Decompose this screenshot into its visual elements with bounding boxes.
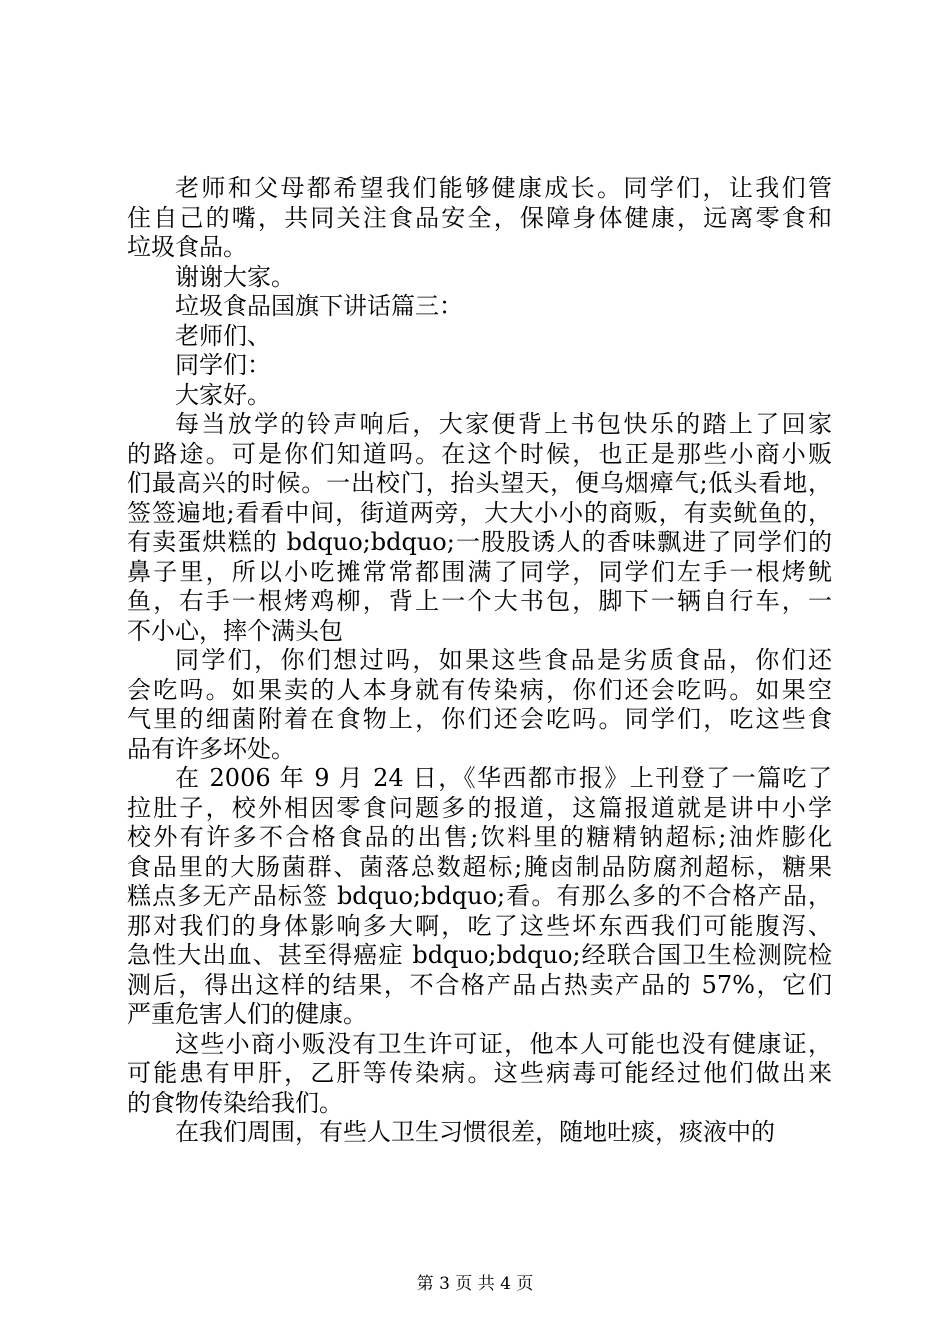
text-line: 鱼，右手一根烤鸡柳，背上一个大书包，脚下一辆自行车，一 (127, 587, 832, 615)
text-line: 拉肚子，校外相因零食问题多的报道，这篇报道就是讲中小学 (127, 793, 832, 822)
paragraph (127, 174, 832, 263)
text-line: 校外有许多不合格食品的出售;饮料里的糖精钠超标;油炸膨化 (127, 823, 832, 851)
paragraph (127, 764, 832, 1030)
paragraph (127, 351, 832, 381)
text-line: 可能患有甲肝，乙肝等传染病。这些病毒可能经过他们做出来 (127, 1059, 832, 1087)
paragraph (127, 292, 832, 322)
text-line: 垃圾食品国旗下讲话篇三： (175, 292, 463, 320)
text-line: 那对我们的身体影响多大啊，吃了这些坏东西我们可能腹泻、 (127, 911, 832, 940)
text-line: 品有许多坏处。 (127, 734, 295, 763)
text-line: 住自己的嘴，共同关注食品安全，保障身体健康，远离零食和 (127, 203, 832, 232)
text-line: 严重危害人们的健康。 (127, 1000, 367, 1028)
text-line: 的路途。可是你们知道吗。在这个时候，也正是那些小商小贩 (127, 439, 832, 468)
text-line: 在 2006 年 9 月 24 日，《华西都市报》上刊登了一篇吃了 (175, 764, 832, 792)
text-line: 急性大出血、甚至得癌症 bdquo;bdquo;经联合国卫生检测院检 (127, 941, 832, 969)
text-line: 气里的细菌附着在食物上，你们还会吃吗。同学们，吃这些食 (127, 705, 832, 733)
paragraph (127, 263, 832, 293)
text-line: 会吃吗。如果卖的人本身就有传染病，你们还会吃吗。如果空 (127, 675, 832, 704)
text-line: 的食物传染给我们。 (127, 1088, 343, 1117)
page-footer: 第 3 页 共 4 页 (416, 1274, 534, 1294)
paragraph (127, 322, 832, 352)
paragraph (127, 381, 832, 411)
text-line: 糕点多无产品标签 bdquo;bdquo;看。有那么多的不合格产品， (127, 882, 832, 910)
text-line: 谢谢大家。 (175, 262, 295, 291)
document-body (127, 174, 832, 1148)
paragraph (127, 410, 832, 646)
paragraph (127, 1118, 832, 1148)
text-line: 测后，得出这样的结果，不合格产品占热卖产品的 57%，它们 (127, 970, 832, 999)
text-line: 在我们周围，有些人卫生习惯很差，随地吐痰，痰液中的 (175, 1118, 775, 1146)
text-line: 这些小商小贩没有卫生许可证，他本人可能也没有健康证， (175, 1029, 832, 1058)
text-line: 老师和父母都希望我们能够健康成长。同学们，让我们管 (175, 174, 832, 202)
text-line: 签签遍地;看看中间，街道两旁，大大小小的商贩，有卖鱿鱼的， (127, 498, 832, 527)
text-line: 鼻子里，所以小吃摊常常都围满了同学，同学们左手一根烤鱿 (127, 557, 832, 586)
text-line: 们最高兴的时候。一出校门，抬头望天，便乌烟瘴气;低头看地， (127, 469, 832, 497)
paragraph (127, 646, 832, 764)
text-line: 有卖蛋烘糕的 bdquo;bdquo;一股股诱人的香味飘进了同学们的 (127, 528, 832, 556)
text-line: 每当放学的铃声响后，大家便背上书包快乐的踏上了回家 (175, 410, 832, 438)
text-line: 不小心，摔个满头包 (127, 616, 343, 645)
text-line: 食品里的大肠菌群、菌落总数超标;腌卤制品防腐剂超标，糖果 (127, 852, 832, 881)
text-line: 老师们、 (175, 321, 271, 350)
text-line: 大家好。 (175, 380, 271, 409)
paragraph (127, 1030, 832, 1119)
text-line: 同学们： (175, 351, 271, 379)
text-line: 同学们，你们想过吗，如果这些食品是劣质食品，你们还 (175, 646, 832, 674)
text-line: 垃圾食品。 (127, 233, 247, 261)
